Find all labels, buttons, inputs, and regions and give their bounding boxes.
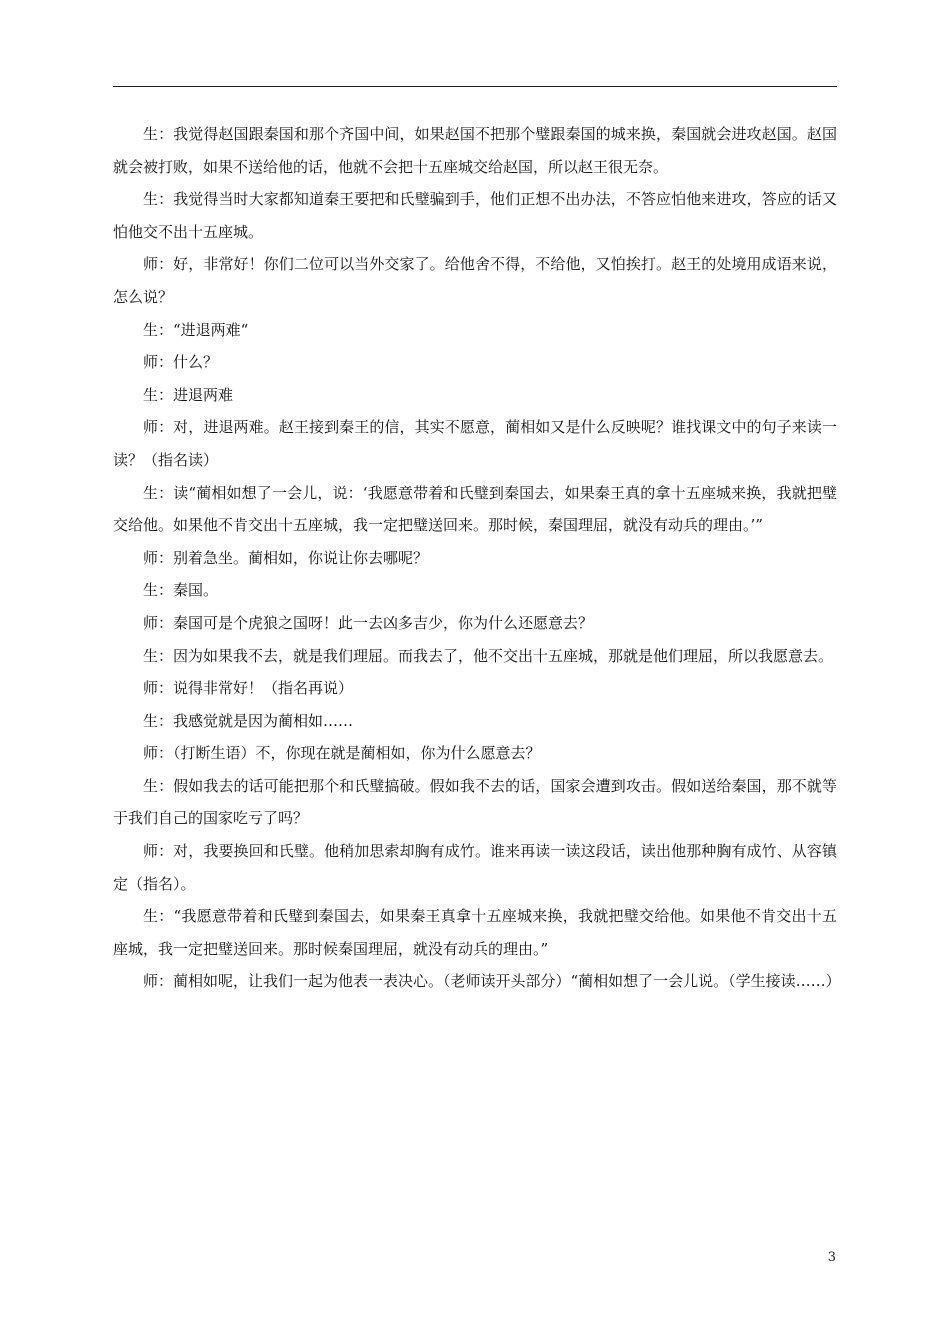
paragraph: 师：蔺相如呢，让我们一起为他表一表决心。（老师读开头部分）“蔺相如想了一会儿说。（学生接读……） xyxy=(143,972,841,991)
paragraph: 生：我觉得当时大家都知道秦王要把和氏璧骗到手，他们正想不出办法，不答应怕他来进攻，答应的话又怕他交不出十五座城。 xyxy=(113,190,837,241)
paragraph: 生：假如我去的话可能把那个和氏璧搞破。假如我不去的话，国家会遭到攻击。假如送给秦国，那不就等于我们自己的国家吃亏了吗？ xyxy=(113,776,837,828)
header-rule xyxy=(113,86,837,87)
paragraph: 师：（打断生语）不，你现在就是蔺相如，你为什么愿意去？ xyxy=(143,744,541,763)
paragraph: 生：秦国。 xyxy=(143,581,219,600)
paragraph: 师：别着急坐。蔺相如，你说让你去哪呢？ xyxy=(143,548,429,567)
page-number: 3 xyxy=(827,1250,836,1265)
paragraph: 生：因为如果我不去，就是我们理屈。而我去了，他不交出十五座城，那就是他们理屈，所以我愿意去。 xyxy=(143,646,834,665)
paragraph: 生：进退两难 xyxy=(143,385,234,404)
paragraph: 生：我感觉就是因为蔺相如…… xyxy=(143,711,354,730)
paragraph: 生：“我愿意带着和氏璧到秦国去，如果秦王真拿十五座城来换，我就把璧交给他。如果他不肯交出十五座城，我一定把璧送回来。那时候秦国理屈，就没有动兵的理由。” xyxy=(113,907,837,958)
paragraph: 师：秦国可是个虎狼之国呀！此一去凶多吉少，你为什么还愿意去？ xyxy=(143,613,594,632)
paragraph: 师：什么？ xyxy=(143,353,219,372)
paragraph: 师：说得非常好！（指名再说） xyxy=(143,679,354,698)
paragraph: 师：对，我要换回和氏璧。他稍加思索却胸有成竹。谁来再读一读这段话，读出他那种胸有成竹、从容镇定（指名）。 xyxy=(113,842,837,893)
paragraph: 师：好，非常好！你们二位可以当外交家了。给他舍不得，不给他，又怕挨打。赵王的处境用成语来说，怎么说？ xyxy=(113,255,837,306)
document-body xyxy=(113,118,841,998)
paragraph: 生：“进退两难“ xyxy=(143,320,249,339)
paragraph: 师：对，进退两难。赵王接到秦王的信，其实不愿意，蔺相如又是什么反映呢？谁找课文中的句子来读一读？（指名读） xyxy=(113,418,837,469)
paragraph: 生：我觉得赵国跟秦国和那个齐国中间，如果赵国不把那个璧跟秦国的城来换，秦国就会进攻赵国。赵国就会被打败，如果不送给他的话，他就不会把十五座城交给赵国，所以赵王很无奈。 xyxy=(113,125,837,176)
paragraph: 生：读“蔺相如想了一会儿，说：‘我愿意带着和氏璧到秦国去，如果秦王真的拿十五座城来换，我就把璧交给他。如果他不肯交出十五座城，我一定把璧送回来。那时候，秦国理屈，就没有动兵的理由。’” xyxy=(113,483,837,535)
